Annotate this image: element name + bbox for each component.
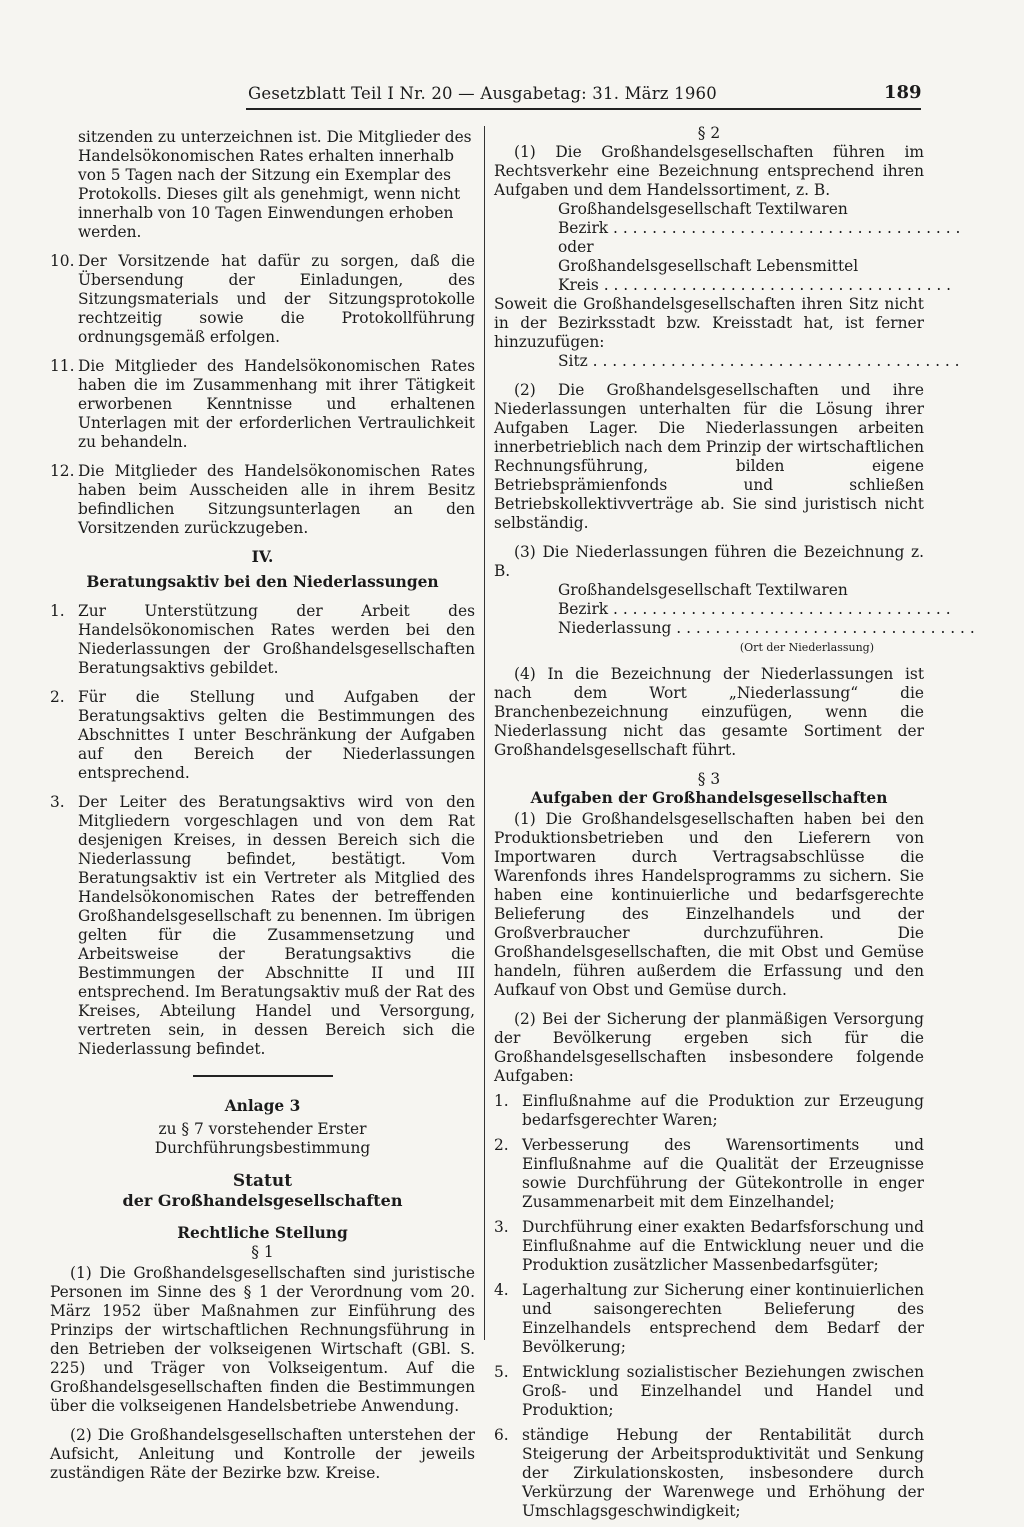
- item-text: Zur Unterstützung der Arbeit des Handelsökonomischen Rates werden bei den Niederlassungen der Großhandelsgesellschaften Beratungsaktivs gebildet.: [78, 602, 475, 677]
- example-name-line-3: Großhandelsgesellschaft Textilwaren: [558, 581, 848, 599]
- example-niederlassung-line: Niederlassung . . . . . . . . . . . . . . . . . . . . . . . . . . . . . . .: [558, 619, 975, 637]
- paragraph-2-1b: Soweit die Großhandelsgesellschaften ihren Sitz nicht in der Bezirksstadt bzw. Kreisstadt hat, ist ferner hinzuzufügen:: [494, 295, 924, 351]
- page-header: Gesetzblatt Teil I Nr. 20 — Ausgabetag: 31. März 1960: [248, 84, 717, 103]
- list-item: [50, 252, 475, 347]
- item-9-continuation: sitzenden zu unterzeichnen ist. Die Mitglieder des Handelsökonomischen Rates erhalten innerhalb von 5 Tagen nach der Sitzung ein Exemplar des Protokolls. Dieses gilt als genehmigt, wenn nicht innerhalb von 10 Tagen Einwendungen erhoben werden.: [78, 128, 472, 241]
- item-number: 2.: [50, 688, 65, 706]
- item-number: 3.: [494, 1218, 509, 1236]
- section-divider: [193, 1075, 333, 1077]
- numbered-list-a: [50, 252, 475, 538]
- paragraph-3-title: Aufgaben der Großhandelsgesellschaften: [530, 789, 888, 807]
- list-item: [50, 357, 475, 452]
- niederlassung-caption: (Ort der Niederlassung): [739, 641, 874, 654]
- paragraph-2-1: (1) Die Großhandelsgesellschaften führen im Rechtsverkehr eine Bezeichnung entsprechend ihren Aufgaben und dem Handelssortiment, z. B.: [494, 143, 924, 199]
- example-name-line-2: Großhandelsgesellschaft Lebensmittel: [558, 257, 859, 275]
- anlage-subtitle: zu § 7 vorstehender Erster Durchführungsbestimmung: [154, 1120, 371, 1157]
- example-name-line: Großhandelsgesellschaft Textilwaren: [558, 200, 848, 218]
- item-text: Lagerhaltung zur Sicherung einer kontinuierlichen und saisongerechten Belieferung des Einzelhandels entsprechend dem Bedarf der Bevölkerung;: [522, 1281, 924, 1356]
- item-number: 3.: [50, 793, 65, 811]
- section-number: IV.: [251, 548, 274, 566]
- paragraph-3-number: § 3: [697, 770, 721, 788]
- dotted-fill: . . . . . . . . . . . . . . . . . . . . . . . . . . . . . . . . . . . .: [598, 276, 952, 294]
- item-number: 1.: [494, 1092, 509, 1110]
- paragraph-1-1: (1) Die Großhandelsgesellschaften sind juristische Personen im Sinne des § 1 der Verordnung vom 20. März 1952 über Maßnahmen zur Einführung des Prinzips der wirtschaftlichen Rechnungsführung in den Betrieben der volkseigenen Wirtschaft (GBl. S. 225) und Träger von Volkseigentum. Auf die Großhandelsgesellschaften finden die Bestimmungen über die volkseigenen Handelsbetriebe Anwendung.: [50, 1264, 475, 1415]
- numbered-list-b: [50, 602, 475, 1059]
- item-number: 2.: [494, 1136, 509, 1154]
- dotted-fill: . . . . . . . . . . . . . . . . . . . . . . . . . . . . . . . . . . . .: [608, 219, 961, 237]
- list-item: [494, 1136, 924, 1212]
- list-item: [50, 462, 475, 538]
- example-sitz-line: Sitz . . . . . . . . . . . . . . . . . . . . . . . . . . . . . . . . . . . . . .: [558, 352, 960, 370]
- example-bezirk-line-2: Bezirk . . . . . . . . . . . . . . . . . . . . . . . . . . . . . . . . . . .: [558, 600, 951, 618]
- header-rule: [246, 108, 921, 110]
- rechtliche-heading: Rechtliche Stellung: [177, 1224, 348, 1242]
- list-item: [494, 1426, 924, 1521]
- anlage-title: Anlage 3: [224, 1097, 301, 1115]
- dotted-fill: . . . . . . . . . . . . . . . . . . . . . . . . . . . . . . . . . . . . . .: [587, 352, 960, 370]
- item-number: 10.: [50, 252, 75, 270]
- paragraph-1-2: (2) Die Großhandelsgesellschaften unterstehen der Aufsicht, Anleitung und Kontrolle der jeweils zuständigen Räte der Bezirke bzw. Kreise.: [50, 1426, 475, 1482]
- example-bezirk-line: Bezirk . . . . . . . . . . . . . . . . . . . . . . . . . . . . . . . . . . . .: [558, 219, 961, 237]
- statut-title: Statut: [232, 1171, 293, 1191]
- item-number: 1.: [50, 602, 65, 620]
- paragraph-2-number: § 2: [697, 124, 721, 142]
- item-number: 12.: [50, 462, 75, 480]
- list-item: [50, 793, 475, 1059]
- item-text: Entwicklung sozialistischer Beziehungen zwischen Groß- und Einzelhandel und Handel und Produktion;: [522, 1363, 924, 1419]
- paragraph-1-number: § 1: [251, 1243, 274, 1261]
- item-text: Der Vorsitzende hat dafür zu sorgen, daß die Übersendung der Einladungen, des Sitzungsmaterials und der Sitzungsprotokolle rechtzeitig sowie die Protokollführung ordnungsgemäß erfolgen.: [78, 252, 475, 346]
- column-divider: [484, 126, 485, 1340]
- item-number: 4.: [494, 1281, 509, 1299]
- list-item: [494, 1218, 924, 1275]
- paragraph-3-1: (1) Die Großhandelsgesellschaften haben bei den Produktionsbetrieben und den Lieferern von Importwaren durch Vertragsabschlüsse die Warenfonds ihres Handelsprogramms zu sichern. Sie haben eine kontinuierliche und bedarfsgerechte Belieferung des Einzelhandels und der Großverbraucher durchzuführen. Die Großhandelsgesellschaften, die mit Obst und Gemüse handeln, führen außerdem die Erfassung und den Aufkauf von Obst und Gemüse durch.: [494, 810, 924, 999]
- list-item: [494, 1281, 924, 1357]
- paragraph-2-3: (3) Die Niederlassungen führen die Bezeichnung z. B.: [494, 543, 924, 580]
- statut-subtitle: der Großhandelsgesellschaften: [122, 1191, 403, 1210]
- list-item: [50, 688, 475, 783]
- item-number: 11.: [50, 357, 75, 375]
- item-text: Durchführung einer exakten Bedarfsforschung und Einflußnahme auf die Entwicklung neuer und die Produktion zusätzlicher Massenbedarfsgüter;: [522, 1218, 924, 1274]
- item-number: 5.: [494, 1363, 509, 1381]
- section-title: Beratungsaktiv bei den Niederlassungen: [86, 573, 439, 591]
- item-text: Für die Stellung und Aufgaben der Beratungsaktivs gelten die Bestimmungen des Abschnittes I unter Beschränkung der Aufgaben auf den Bereich der Niederlassungen entsprechend.: [78, 688, 475, 782]
- paragraph-3-2: (2) Bei der Sicherung der planmäßigen Versorgung der Bevölkerung ergeben sich für die Großhandelsgesellschaften insbesondere folgende Aufgaben:: [494, 1010, 924, 1085]
- item-text: Die Mitglieder des Handelsökonomischen Rates haben beim Ausscheiden alle in ihrem Besitz befindlichen Sitzungsunterlagen an den Vorsitzenden zurückzugeben.: [78, 462, 475, 537]
- item-text: Einflußnahme auf die Produktion zur Erzeugung bedarfsgerechter Waren;: [522, 1092, 924, 1129]
- right-column: [494, 124, 975, 1527]
- page-number: 189: [884, 82, 922, 103]
- item-text: Der Leiter des Beratungsaktivs wird von den Mitgliedern vorgeschlagen und von dem Rat desjenigen Kreises, in dessen Bereich sich die Niederlassung befindet, bestätigt. Vom Beratungsaktiv ist ein Vertreter als Mitglied des Handelsökonomischen Rates der betreffenden Großhandelsgesellschaft zu benennen. Im übrigen gelten für die Zusammensetzung und Arbeitsweise der Beratungsaktivs die Bestimmungen der Abschnitte II und III entsprechend. Im Beratungsaktiv muß der Rat des Kreises, Abteilung Handel und Versorgung, vertreten sein, in dessen Bereich sich die Niederlassung befindet.: [78, 793, 475, 1058]
- example-oder-line: oder: [558, 238, 594, 256]
- item-text: Verbesserung des Warensortiments und Einflußnahme auf die Qualität der Erzeugnisse sowie Durchführung der Gütekontrolle in enger Zusammenarbeit mit dem Einzelhandel;: [522, 1136, 924, 1211]
- dotted-fill: . . . . . . . . . . . . . . . . . . . . . . . . . . . . . . . . . . .: [608, 600, 951, 618]
- list-item: [494, 1092, 924, 1130]
- item-number: 6.: [494, 1426, 509, 1444]
- paragraph-2-2: (2) Die Großhandelsgesellschaften und ihre Niederlassungen unterhalten für die Lösung ihrer Aufgaben Lager. Die Niederlassungen arbeiten innerbetrieblich nach dem Prinzip der wirtschaftlichen Rechnungsführung, bilden eigene Betriebsprämienfonds und schließen Betriebskollektivverträge ab. Sie sind juristisch nicht selbständig.: [494, 381, 924, 532]
- item-text: ständige Hebung der Rentabilität durch Steigerung der Arbeitsproduktivität und Senkung der Zirkulationskosten, insbesondere durch Verkürzung der Warenwege und Erhöhung der Umschlagsgeschwindigkeit;: [522, 1426, 924, 1520]
- example-kreis-line: Kreis . . . . . . . . . . . . . . . . . . . . . . . . . . . . . . . . . . . .: [558, 276, 952, 294]
- item-text: Die Mitglieder des Handelsökonomischen Rates haben die im Zusammenhang mit ihrer Tätigkeit erworbenen Kenntnisse und erhaltenen Unterlagen mit der erforderlichen Vertraulichkeit zu behandeln.: [78, 357, 475, 451]
- left-column: [50, 128, 475, 1483]
- tasks-list: [494, 1092, 924, 1521]
- paragraph-2-4: (4) In die Bezeichnung der Niederlassungen ist nach dem Wort „Niederlassung“ die Branchenbezeichnung einzufügen, wenn die Niederlassung nicht das gesamte Sortiment der Großhandelsgesellschaft führt.: [494, 665, 924, 759]
- list-item: [50, 602, 475, 678]
- list-item: [494, 1363, 924, 1420]
- dotted-fill: . . . . . . . . . . . . . . . . . . . . . . . . . . . . . . .: [671, 619, 975, 637]
